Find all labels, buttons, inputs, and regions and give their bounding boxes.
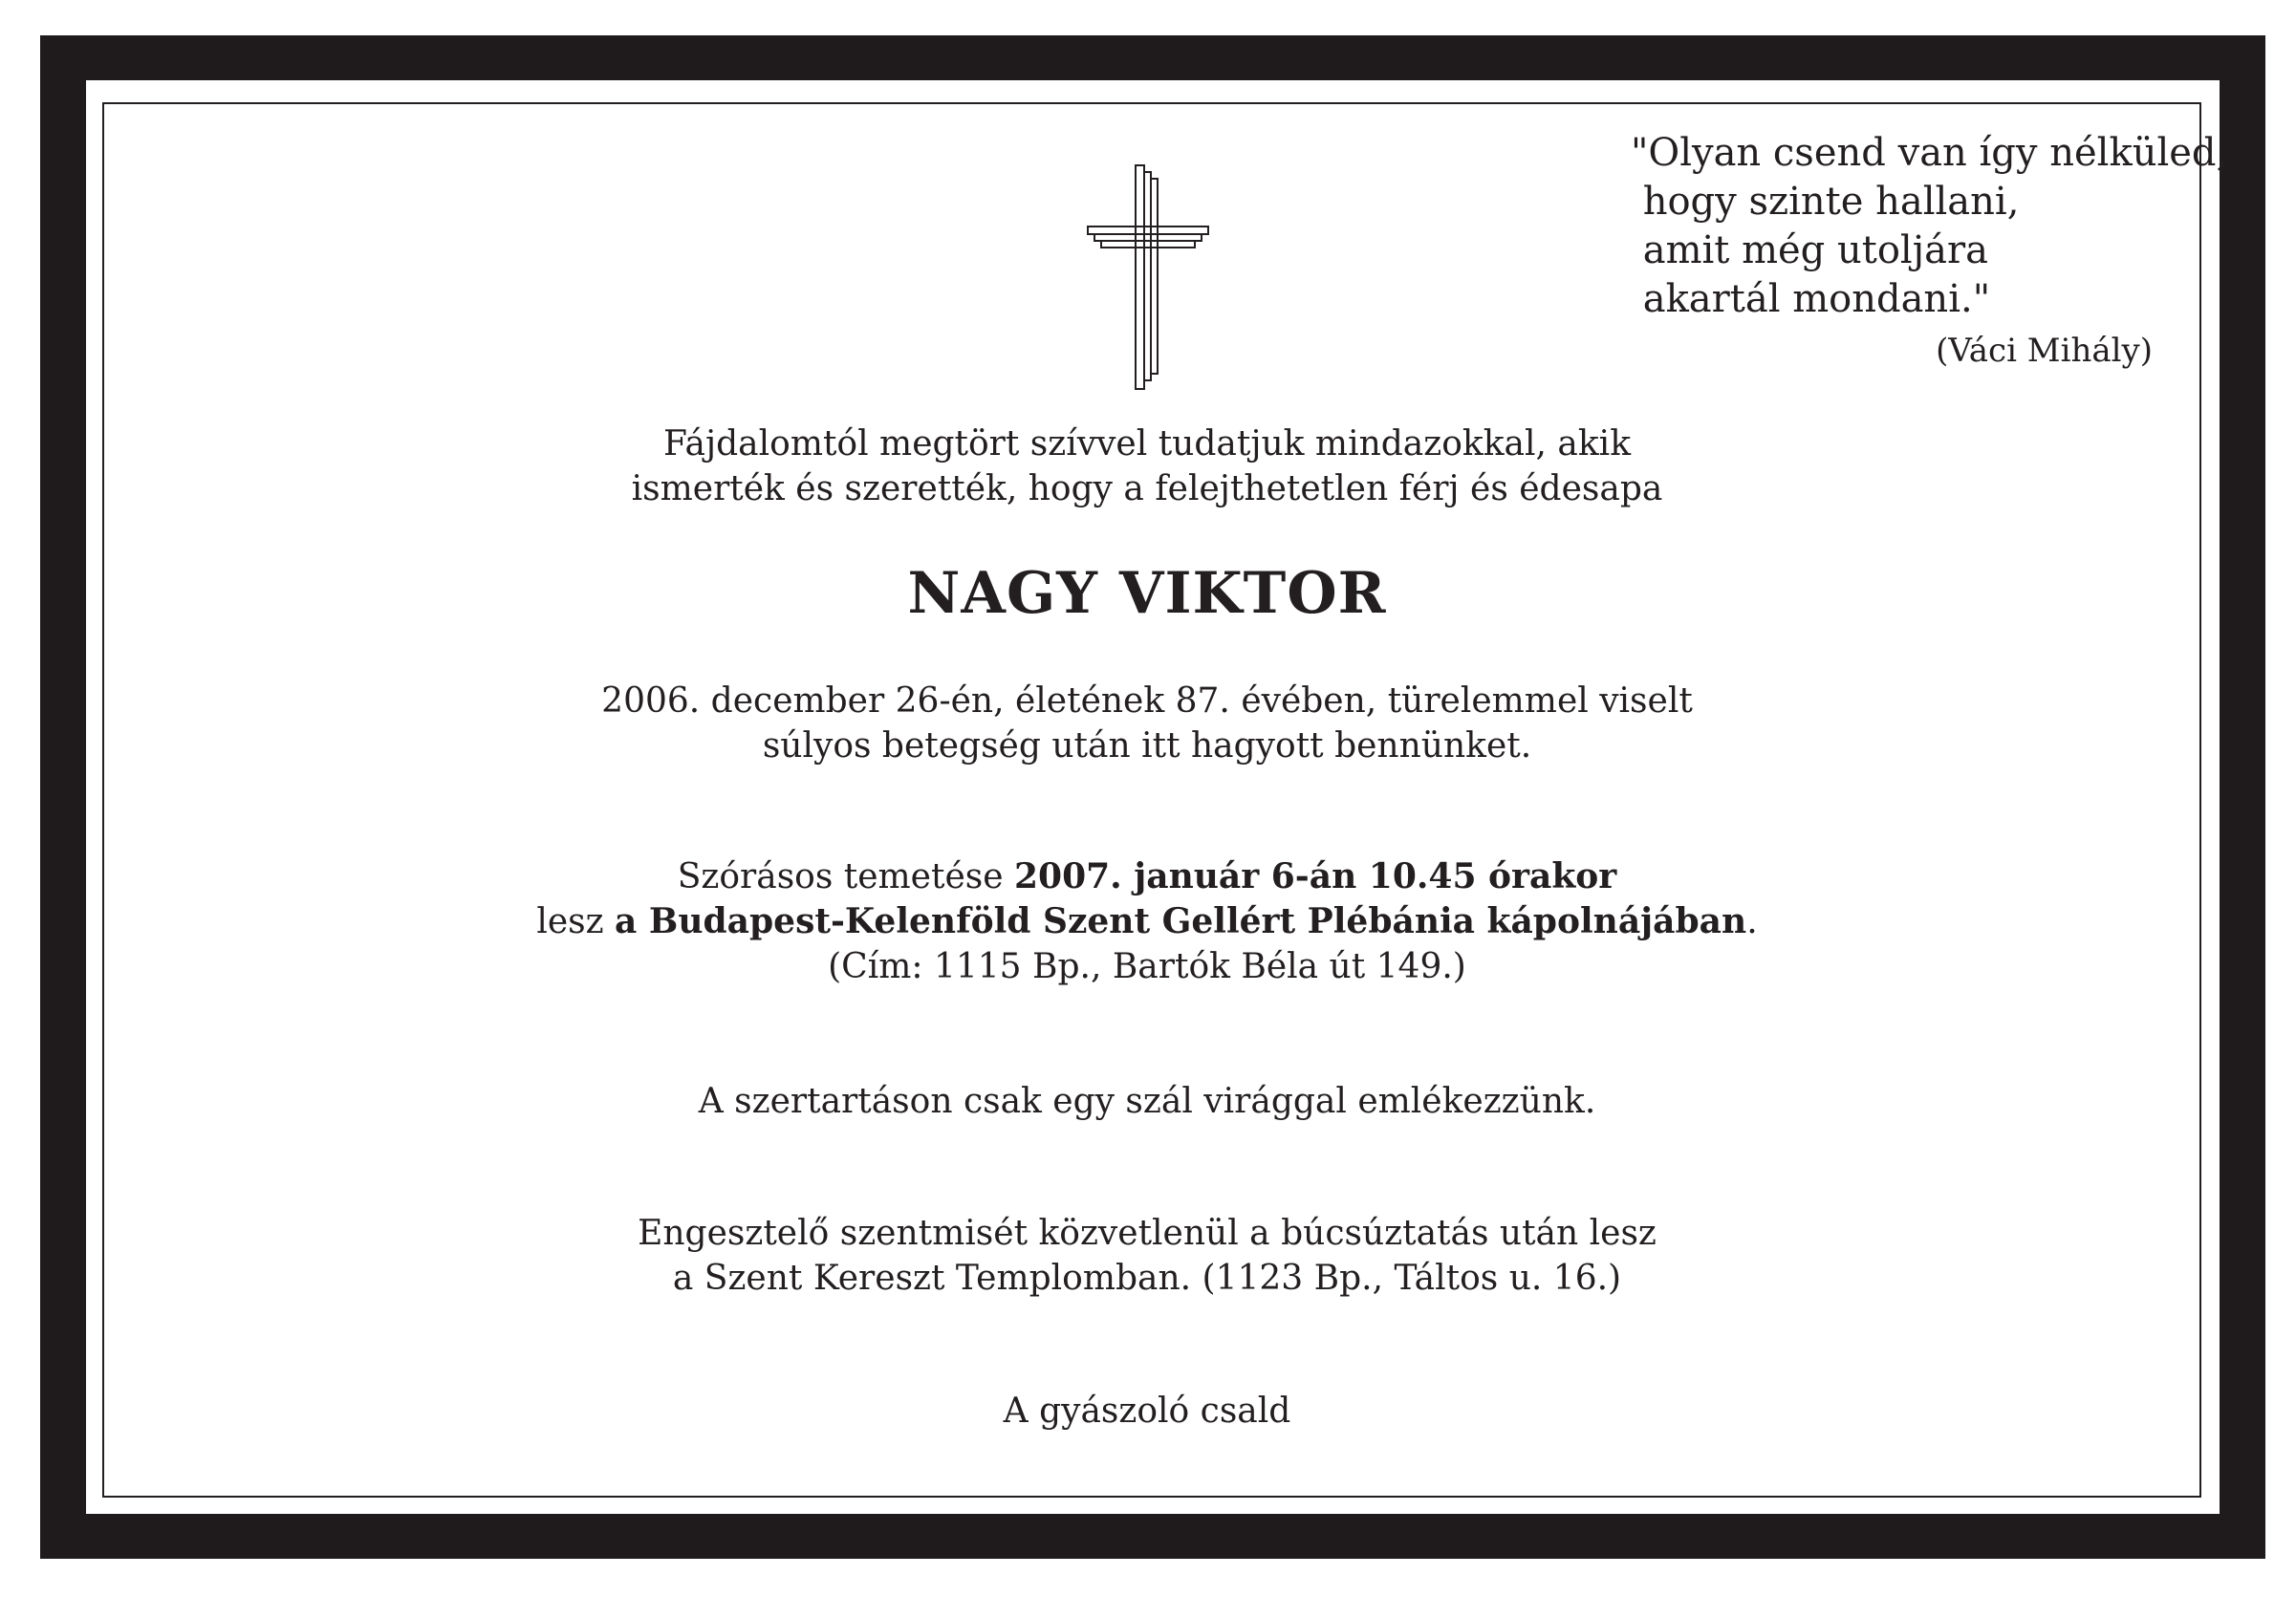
intro-text xyxy=(382,421,1912,511)
quote-author: (Váci Mihály) xyxy=(1936,332,2153,370)
memorial-quote xyxy=(1631,129,2229,324)
quote-line: amit még utoljára xyxy=(1631,228,1988,272)
funeral-datetime: 2007. január 6-án 10.45 órakor xyxy=(1013,856,1617,896)
flowers-note: A szertartáson csak egy szál virággal emlékezzünk. xyxy=(698,1082,1596,1121)
quote-line: akartál mondani." xyxy=(1631,277,1991,321)
funeral-prefix: Szórásos temetése xyxy=(677,857,1014,896)
deceased-name: NAGY VIKTOR xyxy=(907,560,1387,627)
funeral-location-prefix: lesz xyxy=(536,902,616,941)
quote-line: hogy szinte hallani, xyxy=(1631,180,2020,224)
death-notice xyxy=(382,679,1912,768)
funeral-date-line xyxy=(382,854,1912,899)
mass-line: a Szent Kereszt Templomban. (1123 Bp., Táltos u. 16.) xyxy=(672,1259,1622,1298)
death-notice-line: 2006. december 26-én, életének 87. évében, türelemmel viselt xyxy=(601,681,1693,721)
funeral-address: (Cím: 1115 Bp., Bartók Béla út 149.) xyxy=(828,947,1466,986)
funeral-location-suffix: . xyxy=(1746,902,1758,941)
mass-line: Engesztelő szentmisét közvetlenül a búcsúztatás után lesz xyxy=(638,1214,1657,1253)
funeral-location-line xyxy=(382,899,1912,944)
funeral-location: a Budapest-Kelenföld Szent Gellért Plébánia kápolnájában xyxy=(615,901,1747,941)
mass-info xyxy=(382,1211,1912,1301)
funeral-info xyxy=(382,854,1912,989)
signature: A gyászoló csald xyxy=(1003,1392,1291,1431)
intro-line: ismerték és szerették, hogy a felejthetetlen férj és édesapa xyxy=(631,469,1663,508)
intro-line: Fájdalomtól megtört szívvel tudatjuk mindazokkal, akik xyxy=(662,424,1632,464)
death-notice-line: súlyos betegség után itt hagyott bennünket. xyxy=(762,726,1532,766)
cross-icon xyxy=(1086,163,1210,391)
quote-line: "Olyan csend van így nélküled, xyxy=(1631,131,2229,175)
